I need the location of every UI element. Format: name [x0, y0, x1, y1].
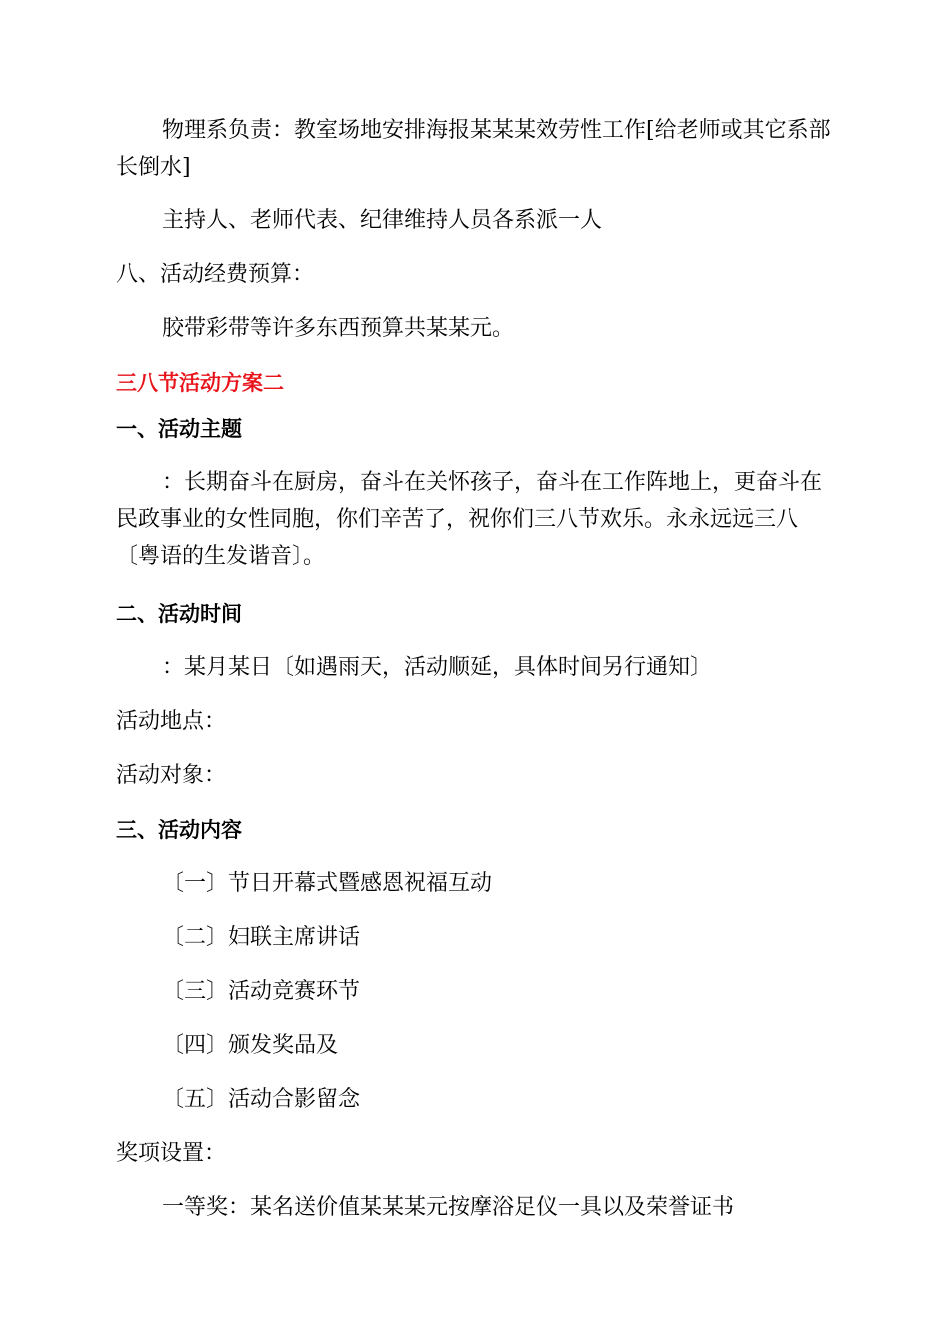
- time-paragraph: ：某月某日〔如遇雨天，活动顺延，具体时间另行通知〕: [162, 655, 713, 680]
- physics-dept-paragraph: 物理系负责：教室场地安排海报某某某效劳性工作[给老师或其它系部长倒水]: [116, 118, 831, 180]
- budget-paragraph: 胶带彩带等许多东西预算共某某元。: [162, 316, 515, 341]
- first-prize-paragraph: 一等奖：某名送价值某某某元按摩浴足仪一具以及荣誉证书: [162, 1195, 735, 1220]
- location-label: 活动地点：: [116, 709, 227, 734]
- awards-label: 奖项设置：: [116, 1141, 227, 1166]
- content-heading: 三、活动内容: [116, 818, 242, 842]
- content-item: 〔三〕活动竞赛环节: [162, 979, 361, 1004]
- content-item: 〔一〕节日开幕式暨感恩祝福互动: [162, 871, 493, 896]
- host-paragraph: 主持人、老师代表、纪律维持人员各系派一人: [162, 208, 603, 233]
- target-label: 活动对象：: [116, 763, 227, 788]
- content-item: 〔二〕妇联主席讲话: [162, 925, 361, 950]
- theme-heading: 一、活动主题: [116, 417, 242, 441]
- plan-two-title: 三八节活动方案二: [116, 371, 284, 395]
- content-item: 〔五〕活动合影留念: [162, 1087, 361, 1112]
- time-heading: 二、活动时间: [116, 602, 242, 626]
- theme-paragraph: ：长期奋斗在厨房，奋斗在关怀孩子，奋斗在工作阵地上，更奋斗在民政事业的女性同胞，你们辛苦了，祝你们三八节欢乐。永永远远三八〔粤语的生发谐音〕。: [116, 470, 823, 569]
- content-item: 〔四〕颁发奖品及: [162, 1033, 339, 1058]
- budget-heading: 八、活动经费预算：: [116, 262, 315, 287]
